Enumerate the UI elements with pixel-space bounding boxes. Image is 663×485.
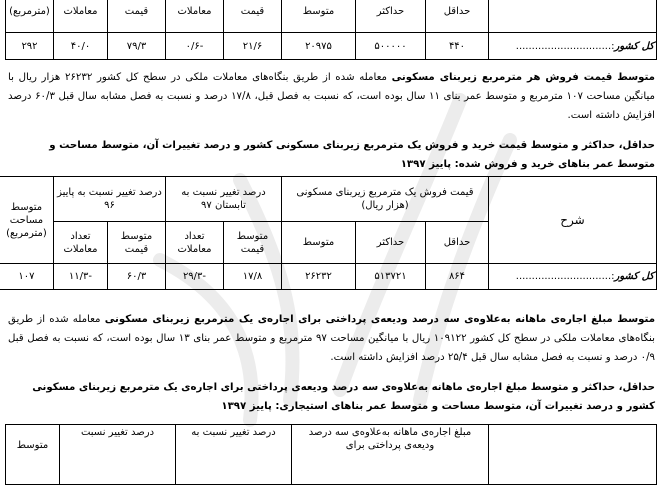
section-1-table-caption: حداقل، حداکثر و متوسط قیمت خرید و فروش یک مترمربع زیربنای مسکونی کشور و درصد تغییرات آن، متوسط مساحت و متوسط عمر بناهای خرید و فروش شده: پاییز ۱۳۹۷ (49, 140, 655, 170)
section-2-para-rest: معامله شده از طریق بنگاه‌های معاملات ملکی در سطح کل کشور ۱۰۹۱۲۲ ریال با میانگین مساحت ۹۷ مترمربع و متوسط عمر بنای ۱۳ سال بوده است، که نسبت به فصل قبل ۰/۹ درصد و نسبت به فصل مشابه سال قبل ۲۵/۴ درصد افزایش داشته است. (8, 314, 655, 363)
table-2 (0, 176, 657, 290)
section-1-paragraph (8, 68, 655, 125)
section-2-paragraph (8, 310, 655, 367)
table-3-header-change-b: درصد تغییر نسبت (60, 425, 176, 485)
table-2-header-max: حداکثر (356, 222, 426, 264)
table-1-cell: ۴۰/۰ (54, 33, 108, 60)
table-2-header-avg: متوسط (281, 222, 355, 264)
table-2-header-sharh: شرح (489, 177, 657, 264)
table-1-cell: ۲۰۹۷۵ (282, 33, 356, 60)
table-1-header-area: (مترمربع) (6, 0, 54, 33)
table-2-header-avg-price-autumn: متوسط قیمت (107, 222, 165, 264)
table-1-total-row (6, 33, 657, 60)
table-1-header-max: حداکثر (356, 0, 426, 33)
table-2-total-label: کل کشور:.............................. (489, 264, 657, 290)
table-2-cell: -۱۱/۳ (53, 264, 107, 290)
table-1-total-label: کل کشور:.............................. (489, 33, 657, 60)
table-2-cell: ۸۶۴ (426, 264, 489, 290)
table-2-cell: ۵۱۳۷۲۱ (356, 264, 426, 290)
table-2-header-trans-summer: تعداد معاملات (165, 222, 223, 264)
table-1-header-row (6, 0, 657, 33)
table-1-header-trans-2: معاملات (54, 0, 108, 33)
table-3 (5, 424, 657, 485)
table-1-header-price-2: قیمت (108, 0, 166, 33)
table-2-header-change-autumn: درصد تغییر نسبت به پاییز ۹۶ (53, 177, 165, 222)
table-1-cell: ۲۱/۶ (224, 33, 282, 60)
table-3-header-rent-group: مبلغ اجاره‌ی ماهانه به‌علاوه‌ی سه درصد ودیعه‌ی پرداختی برای (292, 425, 489, 485)
table-3-header-sharh (489, 425, 657, 485)
table-3-header-avg: متوسط (6, 425, 60, 485)
table-2-cell: ۲۶۲۳۲ (281, 264, 355, 290)
section-1-para-rest: معامله شده از طریق بنگاه‌های معاملات ملکی در سطح کل کشور ۲۶۲۳۲ هزار ریال با میانگین مساحت ۱۰۷ مترمربع و متوسط عمر بنای ۱۱ سال بوده است، که نسبت به فصل قبل، ۱۷/۸ درصد و نسبت به فصل مشابه سال قبل ۶۰/۳ درصد افزایش داشته است. (8, 72, 655, 121)
table-2-header-avg-area: متوسط مساحت (مترمربع) (0, 177, 53, 264)
table-3-header-row (6, 425, 657, 485)
table-1 (5, 0, 657, 60)
table-1-header-trans-1: معاملات (166, 0, 224, 33)
table-2-cell: ۱۰۷ (0, 264, 53, 290)
table-1-cell: -۰/۶ (166, 33, 224, 60)
table-1-header-blank (489, 0, 657, 33)
table-2-header-change-summer: درصد تغییر نسبت به تابستان ۹۷ (165, 177, 281, 222)
table-2-cell: ۶۰/۳ (107, 264, 165, 290)
table-1-header-min: حداقل (426, 0, 489, 33)
table-2-header-min: حداقل (426, 222, 489, 264)
table-1-cell: ۷۹/۳ (108, 33, 166, 60)
table-3-header-change-a: درصد تغییر نسبت به (176, 425, 292, 485)
section-1-para-bold: متوسط قیمت فروش هر مترمربع زیربنای مسکونی (391, 72, 655, 83)
table-2-header-row-1 (0, 177, 657, 222)
table-1-header-avg: متوسط (282, 0, 356, 33)
table-1-cell: ۵۰۰۰۰۰ (356, 33, 426, 60)
table-2-header-price-group: قیمت فروش یک مترمربع زیربنای مسکونی (هزار ریال) (281, 177, 488, 222)
table-2-cell: ۱۷/۸ (223, 264, 281, 290)
table-1-cell: ۲۹۲ (6, 33, 54, 60)
table-2-header-avg-price-summer: متوسط قیمت (223, 222, 281, 264)
table-2-header-trans-autumn: تعداد معاملات (53, 222, 107, 264)
table-1-cell: ۴۴۰ (426, 33, 489, 60)
section-2-table-caption: حداقل، حداکثر و متوسط مبلغ اجاره‌ی ماهانه به‌علاوه‌ی سه درصد ودیعه‌ی پرداختی برای اجاره‌ی یک مترمربع زیربنای مسکونی کشور و درصد تغییرات آن، متوسط مساحت و متوسط عمر بناهای استیجاری: پاییز ۱۳۹۷ (32, 382, 655, 412)
table-2-total-row (0, 264, 657, 290)
table-1-header-price-1: قیمت (224, 0, 282, 33)
section-2-para-bold: متوسط مبلغ اجاره‌ی ماهانه به‌علاوه‌ی سه درصد ودیعه‌ی پرداختی برای اجاره‌ی یک مترمربع زیربنای مسکونی (104, 314, 655, 325)
table-2-cell: -۲۹/۳ (165, 264, 223, 290)
